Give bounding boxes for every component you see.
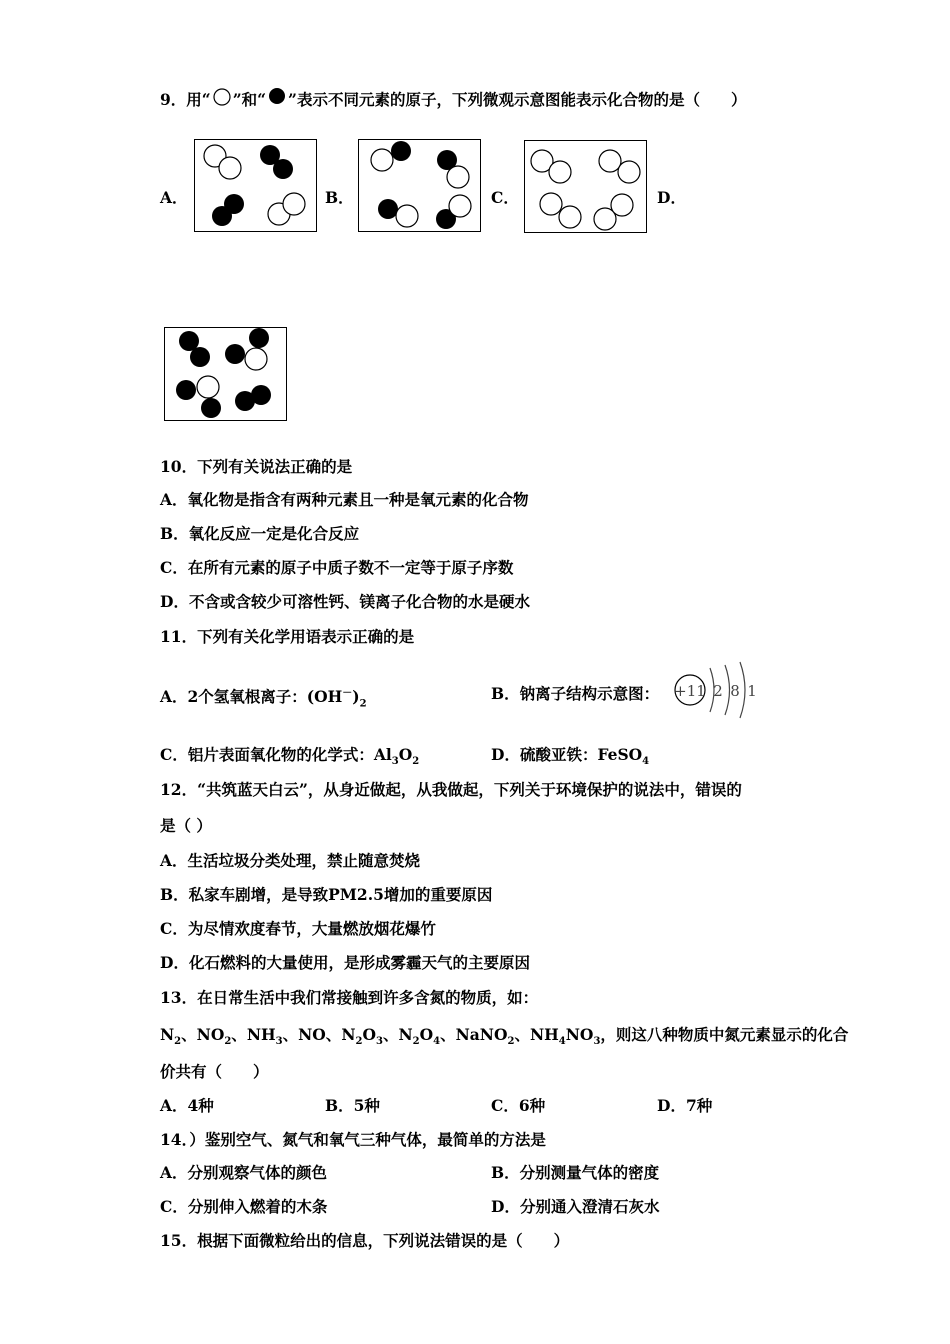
q14-stem: 14．）鉴别空气、氮气和氧气三种气体，最简单的方法是 xyxy=(160,1130,546,1149)
formula-6: NaNO$_2$ xyxy=(455,1025,515,1048)
q9-mid: ”和“ xyxy=(232,90,267,109)
formula-separator: 、 xyxy=(325,1025,342,1044)
q11-option-a-charge: － xyxy=(342,688,353,699)
formula-5: $N_2O_4$ xyxy=(398,1025,441,1048)
q9-option-c-label: C． xyxy=(491,188,519,207)
q9-option-d-label: D． xyxy=(657,188,686,207)
q14-option-c: C．分别伸入燃着的木条 xyxy=(160,1197,328,1216)
q11-option-c-text: C．铝片表面氧化物的化学式：Al xyxy=(160,745,392,764)
q9-option-b-diagram xyxy=(358,139,481,232)
formula-separator: 、 xyxy=(382,1025,399,1044)
q11-option-b xyxy=(491,684,659,704)
q12-option-a: A．生活垃圾分类处理，禁止随意焚烧 xyxy=(160,851,421,870)
q9-option-c-diagram xyxy=(524,140,647,233)
q11-option-d-text: D．硫酸亚铁：FeSO xyxy=(491,745,643,764)
q11-stem: 11．下列有关化学用语表示正确的是 xyxy=(160,627,415,646)
q11-option-c-o: O xyxy=(398,745,413,764)
q10-option-c: C．在所有元素的原子中质子数不一定等于原子序数 xyxy=(160,558,514,577)
formula-separator: 、 xyxy=(181,1025,197,1044)
black-atom-icon xyxy=(266,90,288,109)
q13-stem-line2 xyxy=(160,1025,848,1052)
formula-3: NO xyxy=(298,1025,326,1044)
formula-0: $N_2$ xyxy=(160,1025,182,1048)
q13-stem-line3: 价共有（ ） xyxy=(160,1062,269,1081)
q9-option-a-label: A． xyxy=(160,188,188,207)
q10-option-a: A．氧化物是指含有两种元素且一种是氧元素的化合物 xyxy=(160,490,529,509)
q9-option-a-diagram xyxy=(194,139,317,232)
q11-option-a xyxy=(160,684,367,714)
white-atom-icon xyxy=(211,90,233,109)
formula-2: $NH_3$ xyxy=(246,1025,283,1048)
q9-suffix: ”表示不同元素的原子，下列微观示意图能表示化合物的是（ ） xyxy=(288,90,747,109)
q13-option-a: A．4种 xyxy=(160,1096,214,1115)
q9-option-b-label: B． xyxy=(325,188,354,207)
q11-option-d xyxy=(491,745,649,772)
sodium-ion-structure-diagram xyxy=(670,656,760,724)
q11-option-a-text: A．2个氢氧根离子：(OH xyxy=(160,687,343,707)
q13-option-d: D．7种 xyxy=(657,1096,713,1115)
q9-stem xyxy=(160,88,746,110)
q10-option-d: D．不含或含较少可溶性钙、镁离子化合物的水是硬水 xyxy=(160,592,530,611)
q13-stem-line1: 13．在日常生活中我们常接触到许多含氮的物质，如： xyxy=(160,988,539,1007)
q14-option-b: B．分别测量气体的密度 xyxy=(491,1163,660,1182)
formula-1: $NO_2$ xyxy=(196,1025,232,1048)
q11-option-a-close: ) xyxy=(352,687,360,707)
shell-1-electrons: 2 xyxy=(713,682,723,700)
q11-option-d-sub: 4 xyxy=(642,756,650,768)
formula-4: $N_2O_3$ xyxy=(341,1025,383,1048)
q12-stem-line2: 是（ ） xyxy=(160,816,212,835)
q12-option-b: B．私家车剧增，是导致PM2.5增加的重要原因 xyxy=(160,885,493,904)
q10-stem: 10．下列有关说法正确的是 xyxy=(160,457,353,476)
q14-option-a: A．分别观察气体的颜色 xyxy=(160,1163,328,1182)
shell-3-electrons: 1 xyxy=(747,682,757,700)
nucleus-charge: +11 xyxy=(674,682,706,700)
q11-option-b-text: B．钠离子结构示意图： xyxy=(491,684,660,703)
q15-stem: 15．根据下面微粒给出的信息，下列说法错误的是（ ） xyxy=(160,1231,570,1250)
q14-option-d: D．分别通入澄清石灰水 xyxy=(491,1197,660,1216)
q11-option-a-subscript: 2 xyxy=(359,698,367,710)
q12-stem-line1: 12．“共筑蓝天白云”，从身近做起，从我做起，下列关于环境保护的说法中，错误的 xyxy=(160,780,742,799)
q12-option-d: D．化石燃料的大量使用，是形成雾霾天气的主要原因 xyxy=(160,953,530,972)
q11-option-c-sub2: 2 xyxy=(412,756,420,768)
q13-option-b: B．5种 xyxy=(325,1096,380,1115)
formula-separator: 、 xyxy=(231,1025,247,1044)
formula-separator: 、 xyxy=(282,1025,299,1044)
formula-separator: 、 xyxy=(514,1025,530,1044)
q10-option-b: B．氧化反应一定是化合反应 xyxy=(160,524,360,543)
formula-7: $NH_4NO_3$ xyxy=(529,1025,601,1048)
q9-option-d-diagram xyxy=(164,327,287,421)
q9-prefix: 9．用“ xyxy=(160,90,211,109)
q11-option-c-sub1: 3 xyxy=(391,756,399,768)
q12-option-c: C．为尽情欢度春节，大量燃放烟花爆竹 xyxy=(160,919,436,938)
q13-option-c: C．6种 xyxy=(491,1096,546,1115)
q11-option-c xyxy=(160,745,419,772)
shell-2-electrons: 8 xyxy=(730,682,740,700)
q13-stem-tail: ，则这八种物质中氮元素显示的化合 xyxy=(600,1025,849,1044)
formula-separator: 、 xyxy=(440,1025,456,1044)
